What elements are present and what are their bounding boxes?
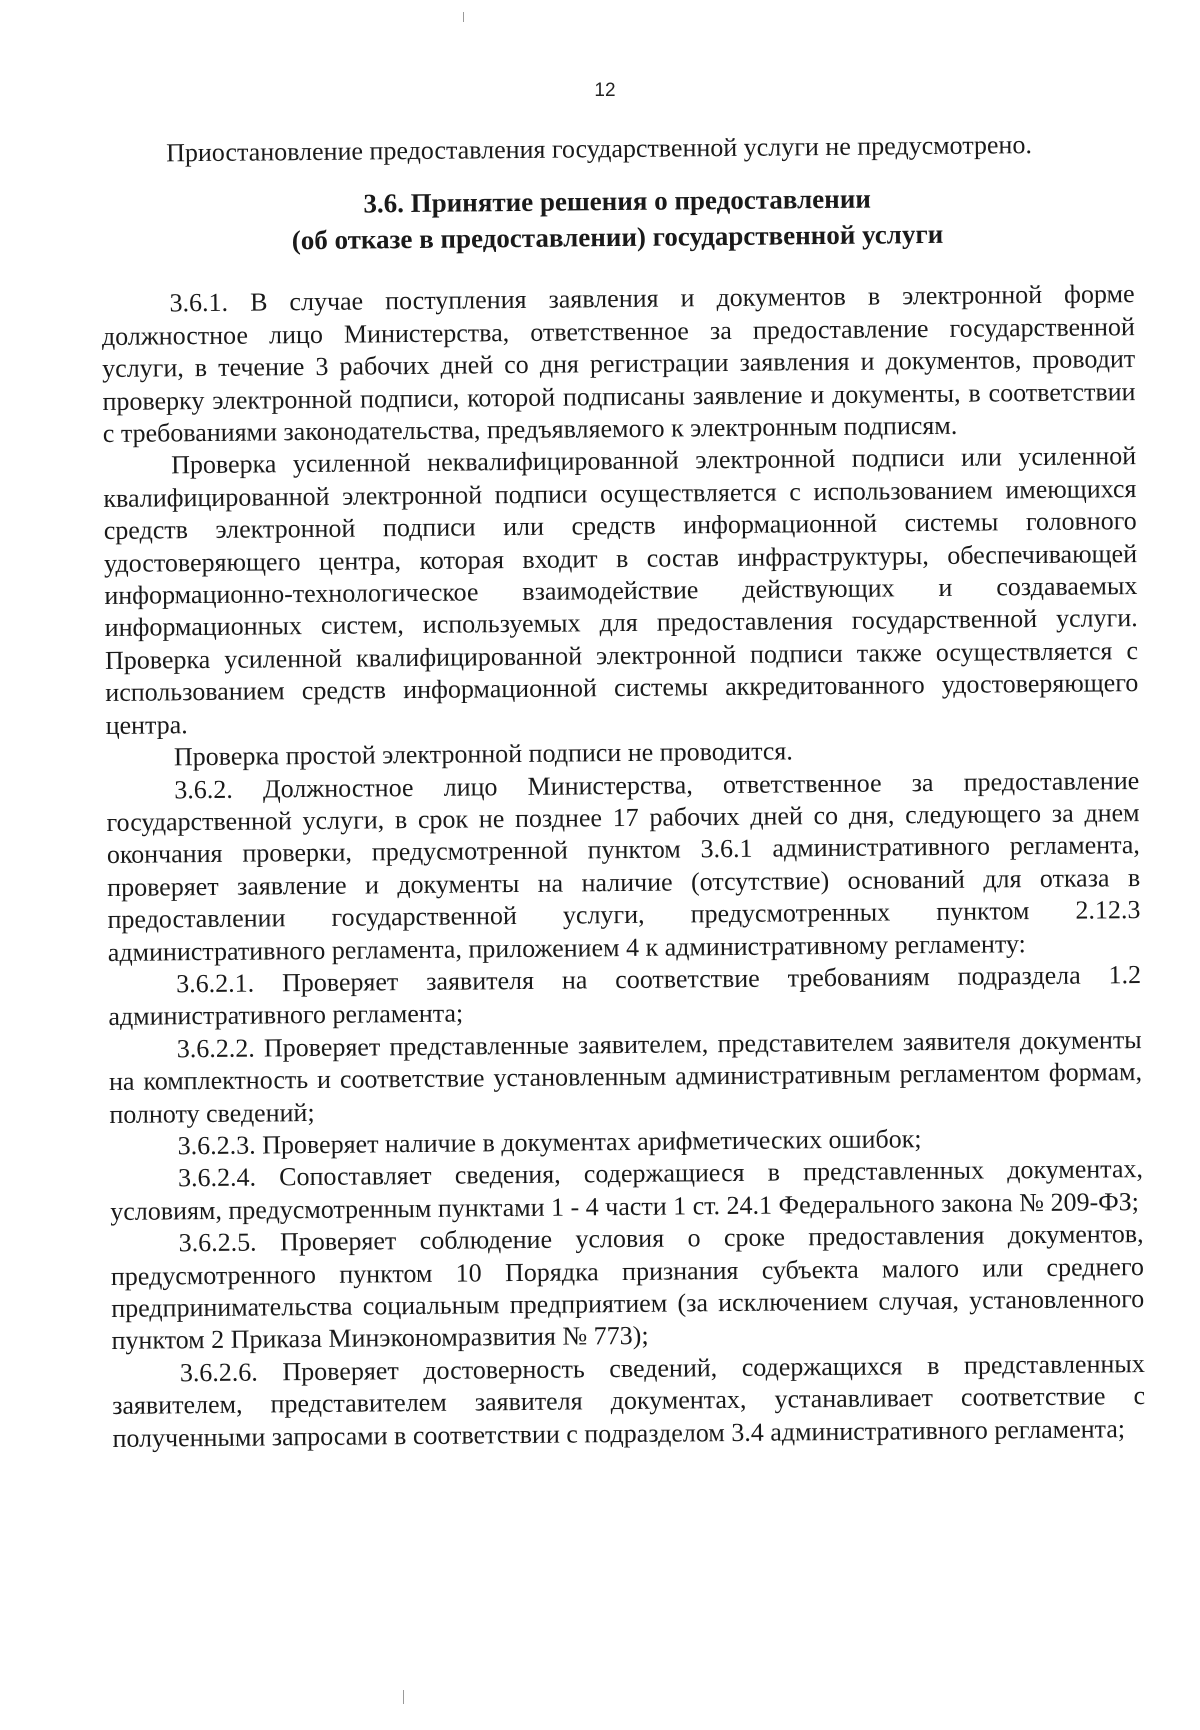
section-heading-line-2: (об отказе в предоставлении) государственной услуги [291,219,944,256]
intro-paragraph: Приостановление предоставления государственной услуги не предусмотрено. [166,130,1033,168]
paragraph-3-6-2-4: 3.6.2.4. Сопоставляет сведения, содержащиеся в представленных документах, условиям, предусмотренным пунктами 1 - 4 части 1 ст. 24.1 Федерального закона № 209-ФЗ; [110,1154,1144,1226]
section-heading [100,178,1134,260]
scan-artifact-top [463,12,464,22]
paragraph-3-6-2-1: 3.6.2.1. Проверяет заявителя на соответствие требованиям подраздела 1.2 административного регламента; [108,959,1142,1032]
paragraph-3-6-2-2: 3.6.2.2. Проверяет представленные заявителем, представителем заявителя документы на комплектность и соответствие установленным административным регламентом формам, полноту сведений; [108,1024,1143,1129]
paragraph-3-6-2-5: 3.6.2.5. Проверяет соблюдение условия о сроке предоставления документов, предусмотренного пунктом 10 Порядка признания субъекта малого или среднего предпринимательства социальным предприятием (за исключением случая, установленного пунктом 2 Приказа Минэкономразвития № 773); [110,1219,1145,1356]
paragraph-3-6-2-3: 3.6.2.3. Проверяет наличие в документах арифметических ошибок; [177,1124,922,1161]
page-number: 12 [594,80,616,101]
paragraph-3-6-2: 3.6.2. Должностное лицо Министерства, ответственное за предоставление государственной услуги, в срок не позднее 17 рабочих дней со дня, следующего за днем окончания проверки, предусмотренной пунктом 3.6.1 административного регламента, проверяет заявление и документы на наличие (отсутствие) оснований для отказа в предоставлении государственной услуги, предусмотренных пунктом 2.12.3 административного регламента, приложением 4 к административному регламенту: [106,765,1141,967]
paragraph-3-6-1: 3.6.1. В случае поступления заявления и документов в электронной форме должностное лицо Министерства, ответственное за предоставление государственной услуги, в течение 3 рабочих дней со дня регистрации заявления и документов, проводит проверку электронной подписи, которой подписаны заявление и документы, в соответствии с требованиями законодательства, предъявляемого к электронным подписям. [101,279,1136,449]
section-heading-line-1: 3.6. Принятие решения о предоставлении [363,184,872,219]
paragraph-simple-signature: Проверка простой электронной подписи не проводится. [173,736,793,772]
paragraph-3-6-2-6: 3.6.2.6. Проверяет достоверность сведений, содержащихся в представленных заявителем, представителем заявителя документах, устанавливает соответствие с полученными запросами в соответствии с подразделом 3.4 административного регламента; [112,1348,1146,1453]
scan-artifact-bottom [403,1690,404,1704]
document-body [100,128,1146,1455]
paragraph-signature-check: Проверка усиленной неквалифицированной электронной подписи или усиленной квалифицированной электронной подписи осуществляется с использованием имеющихся средств электронной подписи или средств информационной системы головного удостоверяющего центра, которая входит в состав инфраструктуры, обеспечивающей информационно-технологическое взаимодействие действующих и создаваемых информационных систем, используемых для предоставления государственной услуги. Проверка усиленной квалифицированной электронной подписи также осуществляется с использованием средств информационной системы аккредитованного удостоверяющего центра. [103,441,1139,740]
